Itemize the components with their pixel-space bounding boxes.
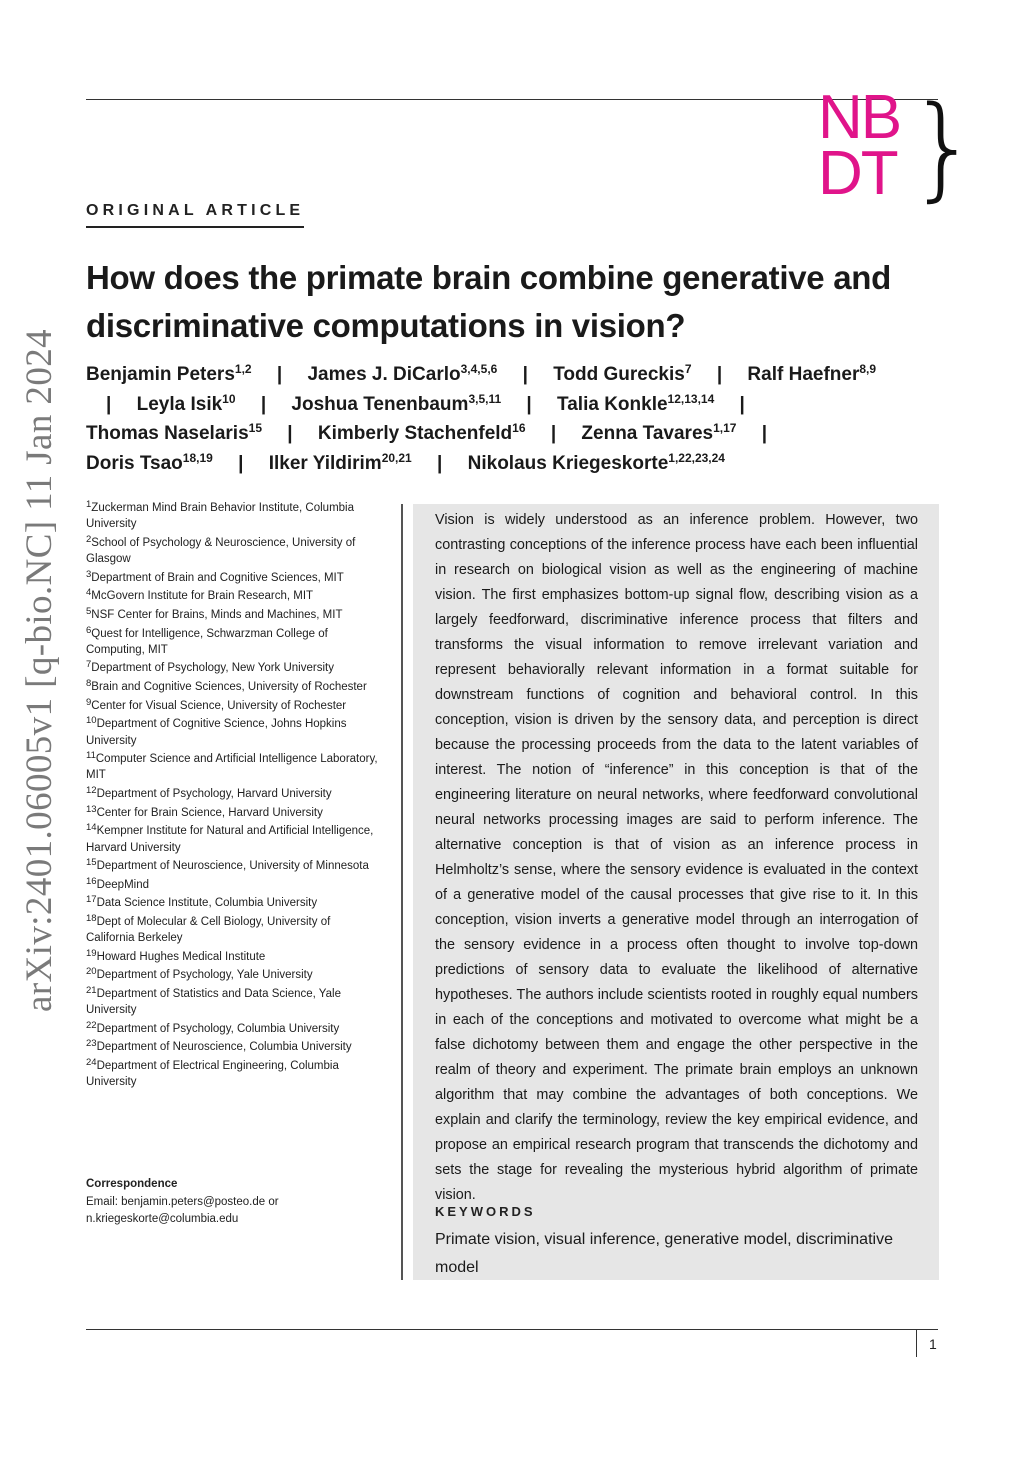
affiliation: [86, 698, 382, 714]
affiliation: [86, 877, 382, 893]
author-affiliation-numbers: 12,13,14: [667, 391, 715, 406]
affiliation-text: Quest for Intelligence, Schwarzman College of Computing, MIT: [86, 627, 328, 656]
keywords-title: KEYWORDS: [435, 1204, 536, 1219]
correspondence-email-line2: n.kriegeskorte@columbia.edu: [86, 1213, 239, 1225]
author-affiliation-numbers: 7: [684, 362, 692, 376]
affiliation: [86, 914, 382, 947]
author-separator: |: [739, 393, 745, 415]
affiliation-number: 6: [86, 624, 92, 636]
author-affiliation-numbers: 18,19: [182, 450, 213, 465]
author-separator: |: [522, 364, 528, 385]
author-affiliation-numbers: 3,4,5,6: [460, 362, 498, 376]
author-affiliation-numbers: 10: [222, 391, 236, 406]
affiliation: [86, 607, 382, 623]
author-list: [86, 360, 916, 478]
affiliation: [86, 986, 382, 1019]
affiliation-text: Data Science Institute, Columbia University: [96, 897, 318, 910]
affiliation-number: 21: [86, 984, 97, 996]
author-separator: |: [238, 452, 244, 474]
author-name: Ralf Haefner: [747, 364, 860, 385]
affiliation: [86, 535, 382, 568]
affiliation-text: Computer Science and Artificial Intelligence Laboratory, MIT: [86, 753, 378, 782]
author: [557, 391, 715, 415]
author-name: Nikolaus Kriegeskorte: [467, 452, 669, 474]
affiliation-text: Department of Statistics and Data Science, Yale University: [86, 987, 341, 1017]
affiliation-number: 15: [86, 857, 97, 869]
affiliation-number: 10: [86, 715, 97, 727]
arxiv-stamp: arXiv:2401.06005v1 [q-bio.NC] 11 Jan 2024: [19, 328, 60, 1012]
author-name: Zenna Tavares: [581, 423, 714, 444]
author-separator: |: [761, 423, 768, 444]
author-name: Todd Gureckis: [553, 364, 685, 385]
author-separator: |: [276, 364, 283, 385]
affiliation-text: Center for Visual Science, University of Rochester: [91, 699, 347, 712]
author-separator: |: [287, 423, 293, 444]
paper-title: How does the primate brain combine generative and discriminative computations in vision?: [86, 259, 891, 344]
affiliation: [86, 626, 382, 659]
affiliation-number: 4: [86, 587, 92, 599]
affiliation: [86, 1039, 382, 1055]
author-affiliation-numbers: 20,21: [381, 450, 412, 465]
affiliation-list: [86, 500, 382, 1093]
correspondence-email-line1: Email: benjamin.peters@posteo.de or: [86, 1196, 279, 1208]
author: [307, 364, 497, 385]
correspondence: [86, 1176, 386, 1228]
affiliation-number: 24: [86, 1057, 97, 1069]
affiliation-number: 8: [86, 678, 92, 690]
author-name: Thomas Naselaris: [86, 423, 249, 444]
logo-letters: [818, 83, 901, 208]
affiliation-number: 3: [86, 568, 92, 580]
affiliation: [86, 895, 382, 911]
affiliation-number: 16: [86, 875, 97, 887]
author: [86, 364, 252, 385]
affiliation: [86, 805, 382, 821]
logo-line1: NB: [818, 83, 901, 152]
affiliation-text: NSF Center for Brains, Minds and Machines, MIT: [91, 608, 343, 621]
author: [553, 364, 691, 385]
affiliation-text: Center for Brain Science, Harvard University: [96, 806, 323, 819]
affiliation-number: 14: [86, 822, 97, 834]
logo-line2: DT: [818, 139, 897, 208]
author-name: Joshua Tenenbaum: [291, 393, 469, 415]
author-affiliation-numbers: 16: [512, 421, 526, 435]
affiliation-text: Department of Neuroscience, Columbia University: [96, 1041, 352, 1054]
affiliation: [86, 858, 382, 874]
bottom-rule: [86, 1329, 938, 1330]
affiliation-text: Department of Psychology, Harvard University: [96, 788, 332, 801]
author-separator: |: [437, 452, 443, 474]
affiliation: [86, 716, 382, 749]
abstract-side-bar: [401, 504, 413, 1280]
affiliation-number: 19: [86, 947, 97, 959]
affiliation-number: 9: [86, 696, 92, 708]
author-separator: |: [526, 393, 532, 415]
affiliation-text: Brain and Cognitive Sciences, University of Rochester: [91, 681, 367, 694]
author-name: Talia Konkle: [557, 393, 668, 415]
affiliation: [86, 967, 382, 983]
author-name: James J. DiCarlo: [307, 364, 461, 385]
affiliation: [86, 786, 382, 802]
affiliation-number: 11: [86, 750, 96, 762]
affiliation-text: Zuckerman Mind Brain Behavior Institute, Columbia University: [86, 502, 354, 531]
affiliation-number: 23: [86, 1038, 97, 1050]
affiliation-number: 17: [86, 894, 97, 906]
author: [86, 423, 262, 444]
affiliation-text: DeepMind: [96, 878, 149, 891]
affiliation-text: School of Psychology & Neuroscience, University of Glasgow: [86, 536, 356, 566]
affiliation-number: 2: [86, 533, 92, 545]
author: [86, 450, 213, 474]
author: [268, 450, 412, 474]
author-separator: |: [106, 393, 112, 415]
author: [318, 423, 526, 444]
abstract-text: Vision is widely understood as an inference problem. However, two contrasting conceptions of the inference process have each been influential in research on biological vision as well as the engineering of machine vision. The first emphasizes bottom-up signal flow, describing vision as a largely feedforward, discriminative inference process that filters and transforms the visual information to remove irrelevant variation and represent behaviorally relevant information in a format suitable for downstream functions of cognition and behavioral control. In this conception, vision is driven by the sensory data, and perception is direct because the processing proceeds from the data to the latent variables of interest. The notion of “inference” in this conception is that of the engineering literature on neural networks, where feedforward convolutional neural networks processing images are said to perform inference. The alternative conception is that of vision as an inference process in Helmholtz’s sense, where the sensory evidence is evaluated in the context of a generative model of the causal processes that give rise to it. In this conception, vision inverts a generative model through an interrogation of the sensory evidence in a process often thought to involve top-down predictions of sensory data to evaluate the likelihood of alternative hypotheses. The authors include scientists rooted in roughly equal numbers in each of the conceptions and motivated to overcome what might be a false dichotomy between them and engage the other perspective in the realm of theory and experiment. The primate brain employs an unknown algorithm that may combine the advantages of both conceptions. We explain and clarify the terminology, review the key empirical evidence, and propose an empirical research program that transcends the dichotomy and sets the stage for revealing the mysterious hybrid algorithm of primate vision.: [435, 512, 918, 1203]
journal-logo: [818, 83, 980, 215]
affiliation-text: Department of Psychology, Yale University: [96, 969, 313, 982]
page-number: 1: [929, 1336, 937, 1352]
author: [581, 423, 736, 444]
affiliation: [86, 679, 382, 695]
author-name: Ilker Yildirim: [268, 452, 382, 474]
author: [136, 391, 236, 415]
affiliation: [86, 1058, 382, 1091]
affiliation-text: McGovern Institute for Brain Research, MIT: [91, 590, 314, 603]
author-affiliation-numbers: 15: [248, 421, 262, 435]
affiliation: [86, 500, 382, 533]
author: [747, 364, 876, 385]
keywords-text: Primate vision, visual inference, generative model, discriminative model: [435, 1231, 893, 1276]
author-name: Doris Tsao: [86, 452, 183, 474]
top-rule: [86, 99, 938, 100]
affiliation-text: Department of Cognitive Science, Johns Hopkins University: [86, 718, 347, 747]
affiliation-number: 13: [86, 803, 97, 815]
author-name: Kimberly Stachenfeld: [317, 423, 513, 444]
affiliation-text: Dept of Molecular & Cell Biology, University of California Berkeley: [86, 915, 331, 945]
affiliation-text: Department of Neuroscience, University of Minnesota: [96, 860, 369, 873]
correspondence-title: Correspondence: [86, 1178, 178, 1190]
affiliation-number: 20: [86, 966, 97, 978]
affiliation-number: 18: [86, 912, 97, 924]
author-separator: |: [716, 364, 723, 385]
author-name: Leyla Isik: [136, 393, 223, 415]
author-separator: |: [550, 423, 557, 444]
article-type: ORIGINAL ARTICLE: [86, 202, 304, 228]
affiliation-text: Howard Hughes Medical Institute: [96, 950, 266, 963]
affiliation-number: 12: [86, 785, 97, 797]
affiliation: [86, 949, 382, 965]
affiliation-number: 5: [86, 605, 92, 617]
logo-brace: }: [908, 83, 980, 213]
affiliation-number: 1: [86, 499, 92, 510]
author: [291, 391, 502, 415]
author-affiliation-numbers: 1,17: [713, 421, 737, 435]
author-affiliation-numbers: 1,2: [234, 362, 252, 376]
page-number-divider: [916, 1330, 917, 1357]
affiliation: [86, 1021, 382, 1037]
affiliation-number: 22: [86, 1019, 97, 1031]
author-name: Benjamin Peters: [86, 364, 235, 385]
affiliation: [86, 570, 382, 586]
author-affiliation-numbers: 8,9: [859, 362, 877, 376]
affiliation-number: 7: [86, 659, 92, 671]
author-separator: |: [260, 393, 267, 415]
affiliation: [86, 660, 382, 676]
affiliation-text: Kempner Institute for Natural and Artificial Intelligence, Harvard University: [86, 825, 374, 854]
author-affiliation-numbers: 1,22,23,24: [668, 450, 725, 465]
author: [467, 450, 725, 474]
affiliation-text: Department of Psychology, Columbia University: [96, 1022, 340, 1035]
affiliation-text: Department of Electrical Engineering, Columbia University: [86, 1060, 339, 1089]
affiliation-text: Department of Psychology, New York University: [91, 662, 334, 675]
affiliation-text: Department of Brain and Cognitive Sciences, MIT: [91, 571, 344, 584]
affiliation: [86, 588, 382, 604]
affiliation: [86, 751, 382, 784]
affiliation: [86, 823, 382, 856]
author-affiliation-numbers: 3,5,11: [468, 391, 502, 406]
